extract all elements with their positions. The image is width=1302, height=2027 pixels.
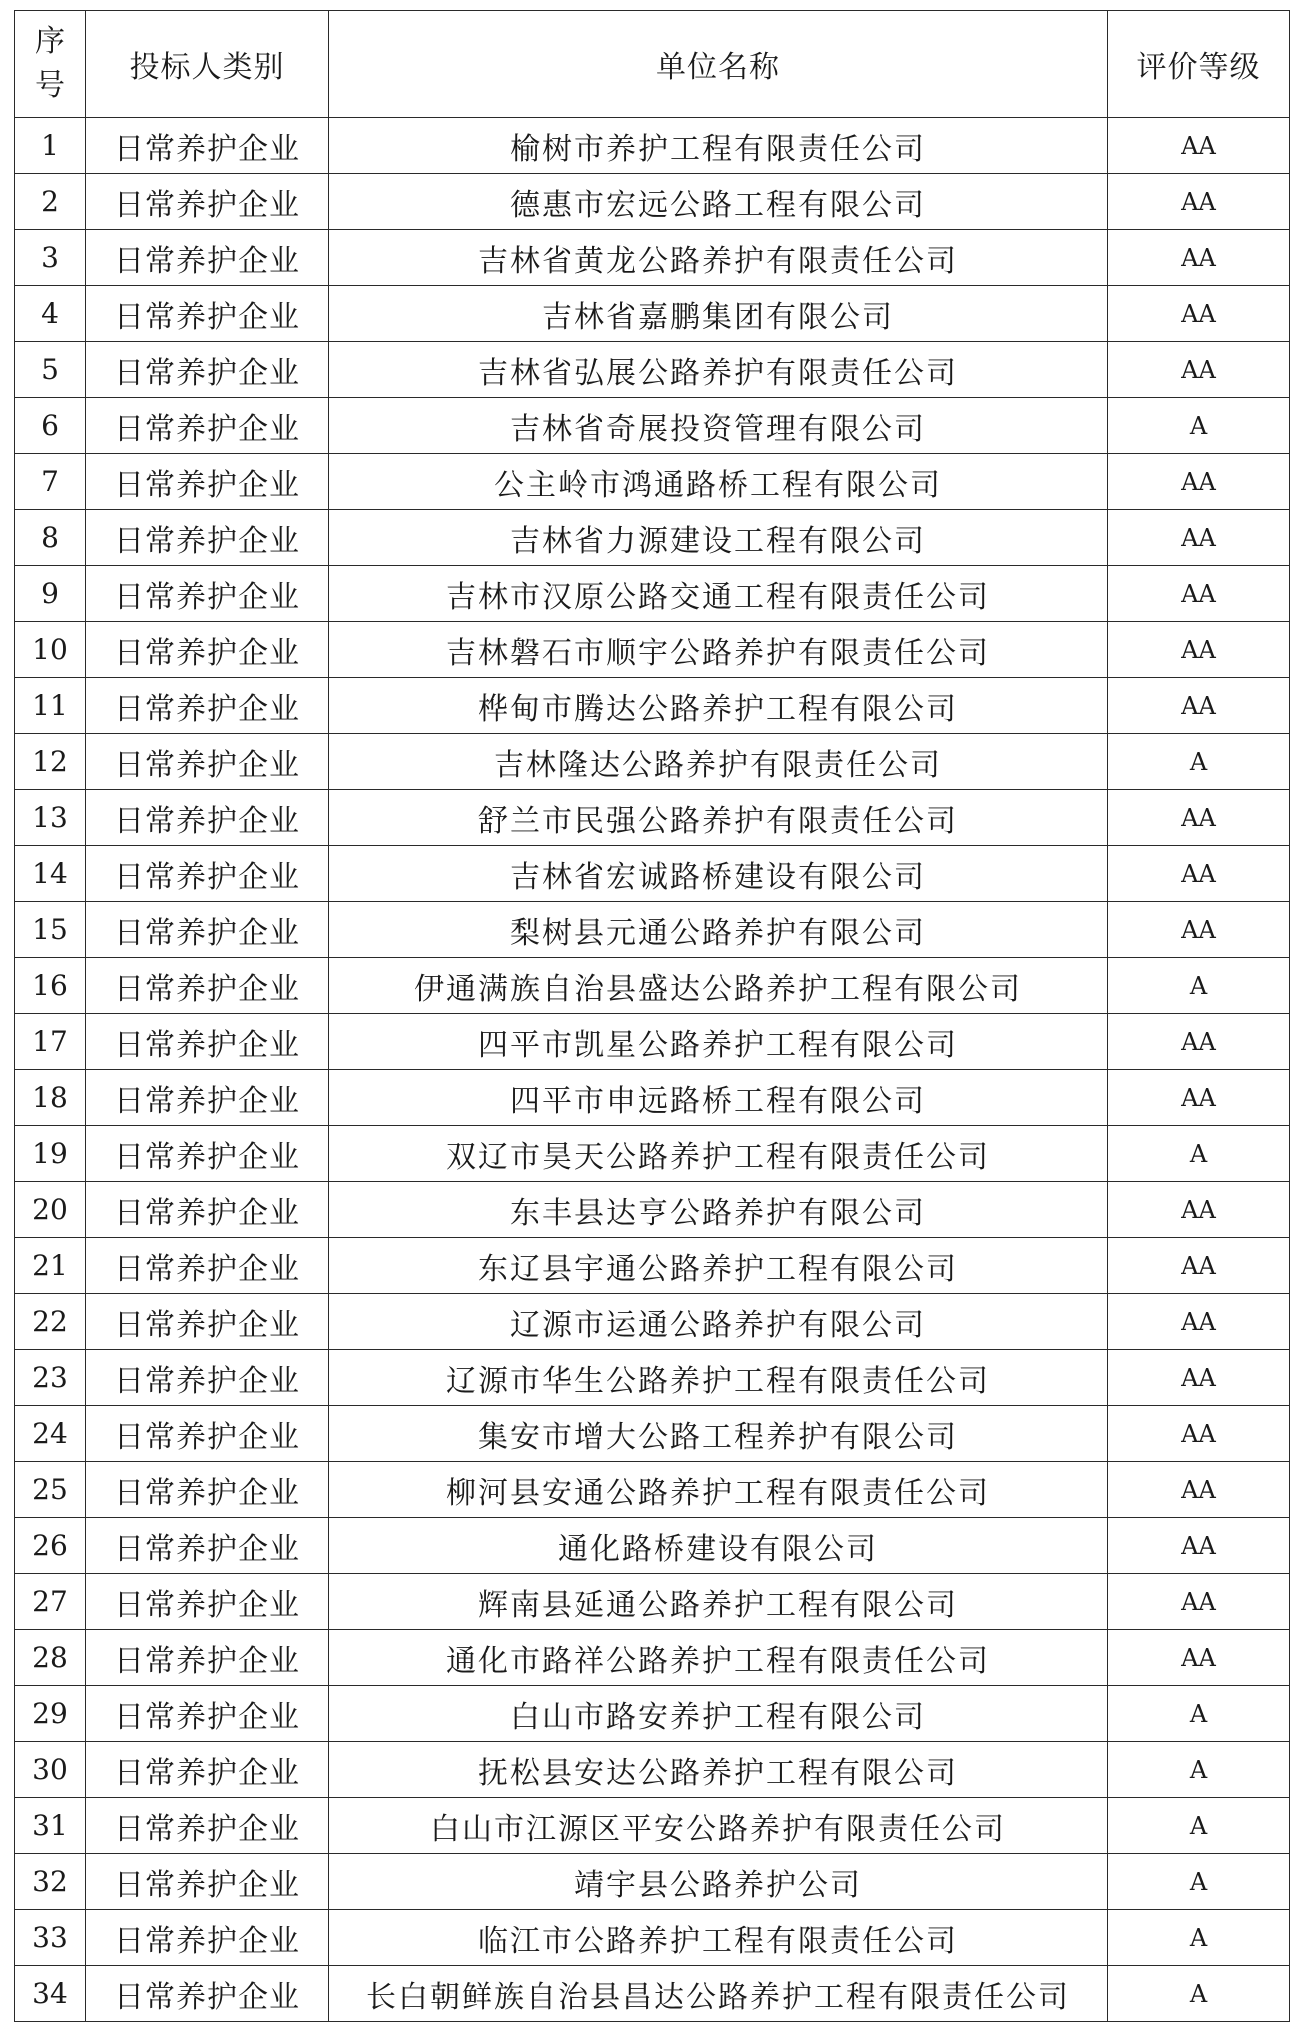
row-unit-name-cell: 榆树市养护工程有限责任公司 [329, 118, 1108, 174]
row-unit-name-cell: 辽源市华生公路养护工程有限责任公司 [329, 1350, 1108, 1406]
table-row [15, 1854, 1290, 1910]
row-category-cell: 日常养护企业 [86, 398, 329, 454]
row-index-cell: 8 [15, 510, 86, 566]
row-index-cell: 16 [15, 958, 86, 1014]
row-index-cell: 10 [15, 622, 86, 678]
row-unit-name-cell: 桦甸市腾达公路养护工程有限公司 [329, 678, 1108, 734]
row-index-cell: 32 [15, 1854, 86, 1910]
table-row [15, 342, 1290, 398]
table-row [15, 1126, 1290, 1182]
row-unit-name-cell: 公主岭市鸿通路桥工程有限公司 [329, 454, 1108, 510]
header-index-label: 序号 [35, 24, 65, 103]
row-category-cell: 日常养护企业 [86, 1350, 329, 1406]
row-grade-cell: AA [1108, 566, 1290, 622]
table-row [15, 902, 1290, 958]
row-category-cell: 日常养护企业 [86, 1574, 329, 1630]
row-index-cell: 19 [15, 1126, 86, 1182]
row-unit-name-cell: 吉林省力源建设工程有限公司 [329, 510, 1108, 566]
row-grade-cell: AA [1108, 1630, 1290, 1686]
row-grade-cell: A [1108, 1686, 1290, 1742]
row-index-cell: 14 [15, 846, 86, 902]
table-row [15, 566, 1290, 622]
row-unit-name-cell: 东辽县宇通公路养护工程有限公司 [329, 1238, 1108, 1294]
row-unit-name-cell: 吉林省宏诚路桥建设有限公司 [329, 846, 1108, 902]
row-category-cell: 日常养护企业 [86, 1126, 329, 1182]
row-category-cell: 日常养护企业 [86, 1910, 329, 1966]
row-index-cell: 33 [15, 1910, 86, 1966]
row-category-cell: 日常养护企业 [86, 510, 329, 566]
row-category-cell: 日常养护企业 [86, 622, 329, 678]
row-category-cell: 日常养护企业 [86, 958, 329, 1014]
row-grade-cell: A [1108, 1798, 1290, 1854]
table-row [15, 1630, 1290, 1686]
table-row [15, 174, 1290, 230]
row-category-cell: 日常养护企业 [86, 1966, 329, 2022]
row-grade-cell: AA [1108, 510, 1290, 566]
row-category-cell: 日常养护企业 [86, 1238, 329, 1294]
row-index-cell: 28 [15, 1630, 86, 1686]
table-row [15, 1350, 1290, 1406]
row-index-cell: 5 [15, 342, 86, 398]
row-category-cell: 日常养护企业 [86, 1742, 329, 1798]
row-index-cell: 2 [15, 174, 86, 230]
row-grade-cell: AA [1108, 1350, 1290, 1406]
row-index-cell: 24 [15, 1406, 86, 1462]
header-index [15, 11, 86, 118]
row-unit-name-cell: 吉林隆达公路养护有限责任公司 [329, 734, 1108, 790]
row-index-cell: 12 [15, 734, 86, 790]
row-index-cell: 13 [15, 790, 86, 846]
row-category-cell: 日常养护企业 [86, 1630, 329, 1686]
row-unit-name-cell: 辽源市运通公路养护有限公司 [329, 1294, 1108, 1350]
row-unit-name-cell: 四平市申远路桥工程有限公司 [329, 1070, 1108, 1126]
row-grade-cell: AA [1108, 118, 1290, 174]
row-unit-name-cell: 吉林省黄龙公路养护有限责任公司 [329, 230, 1108, 286]
row-grade-cell: AA [1108, 622, 1290, 678]
row-index-cell: 29 [15, 1686, 86, 1742]
row-grade-cell: AA [1108, 286, 1290, 342]
row-index-cell: 11 [15, 678, 86, 734]
table-row [15, 622, 1290, 678]
row-unit-name-cell: 辉南县延通公路养护工程有限公司 [329, 1574, 1108, 1630]
row-index-cell: 27 [15, 1574, 86, 1630]
header-category-label: 投标人类别 [129, 50, 285, 85]
row-grade-cell: AA [1108, 1574, 1290, 1630]
table-row [15, 398, 1290, 454]
row-unit-name-cell: 吉林市汉原公路交通工程有限责任公司 [329, 566, 1108, 622]
row-category-cell: 日常养护企业 [86, 1462, 329, 1518]
row-unit-name-cell: 抚松县安达公路养护工程有限公司 [329, 1742, 1108, 1798]
row-index-cell: 22 [15, 1294, 86, 1350]
row-grade-cell: AA [1108, 1014, 1290, 1070]
row-grade-cell: A [1108, 1910, 1290, 1966]
row-index-cell: 3 [15, 230, 86, 286]
row-unit-name-cell: 通化路桥建设有限公司 [329, 1518, 1108, 1574]
table-row [15, 790, 1290, 846]
row-grade-cell: AA [1108, 1406, 1290, 1462]
row-grade-cell: AA [1108, 342, 1290, 398]
table-row [15, 1574, 1290, 1630]
row-category-cell: 日常养护企业 [86, 1070, 329, 1126]
table-row [15, 958, 1290, 1014]
table-row [15, 1798, 1290, 1854]
row-unit-name-cell: 双辽市昊天公路养护工程有限责任公司 [329, 1126, 1108, 1182]
row-grade-cell: AA [1108, 902, 1290, 958]
table-row [15, 118, 1290, 174]
row-category-cell: 日常养护企业 [86, 1294, 329, 1350]
header-category [86, 11, 329, 118]
header-grade [1108, 11, 1290, 118]
table-header-row [15, 11, 1290, 118]
row-grade-cell: AA [1108, 846, 1290, 902]
row-category-cell: 日常养护企业 [86, 790, 329, 846]
row-unit-name-cell: 吉林省奇展投资管理有限公司 [329, 398, 1108, 454]
row-index-cell: 17 [15, 1014, 86, 1070]
row-unit-name-cell: 德惠市宏远公路工程有限公司 [329, 174, 1108, 230]
table-body [15, 118, 1290, 2022]
table-row [15, 230, 1290, 286]
table-row [15, 1182, 1290, 1238]
row-grade-cell: A [1108, 958, 1290, 1014]
row-index-cell: 4 [15, 286, 86, 342]
row-grade-cell: AA [1108, 230, 1290, 286]
table-row [15, 1462, 1290, 1518]
row-unit-name-cell: 临江市公路养护工程有限责任公司 [329, 1910, 1108, 1966]
row-category-cell: 日常养护企业 [86, 454, 329, 510]
table-row [15, 1014, 1290, 1070]
table-row [15, 1238, 1290, 1294]
row-category-cell: 日常养护企业 [86, 846, 329, 902]
table-row [15, 1070, 1290, 1126]
row-category-cell: 日常养护企业 [86, 678, 329, 734]
row-unit-name-cell: 东丰县达亨公路养护有限公司 [329, 1182, 1108, 1238]
table-row [15, 1406, 1290, 1462]
table-row [15, 1686, 1290, 1742]
row-category-cell: 日常养护企业 [86, 1406, 329, 1462]
row-unit-name-cell: 白山市江源区平安公路养护有限责任公司 [329, 1798, 1108, 1854]
row-grade-cell: AA [1108, 1294, 1290, 1350]
table-row [15, 1966, 1290, 2022]
row-unit-name-cell: 吉林磐石市顺宇公路养护有限责任公司 [329, 622, 1108, 678]
row-category-cell: 日常养护企业 [86, 1686, 329, 1742]
row-grade-cell: A [1108, 1126, 1290, 1182]
row-category-cell: 日常养护企业 [86, 1798, 329, 1854]
table-row [15, 510, 1290, 566]
row-unit-name-cell: 靖宇县公路养护公司 [329, 1854, 1108, 1910]
row-grade-cell: AA [1108, 454, 1290, 510]
row-category-cell: 日常养护企业 [86, 1182, 329, 1238]
row-index-cell: 25 [15, 1462, 86, 1518]
table-row [15, 454, 1290, 510]
row-grade-cell: AA [1108, 1070, 1290, 1126]
row-category-cell: 日常养护企业 [86, 230, 329, 286]
row-unit-name-cell: 吉林省嘉鹏集团有限公司 [329, 286, 1108, 342]
row-grade-cell: AA [1108, 1462, 1290, 1518]
row-grade-cell: AA [1108, 1518, 1290, 1574]
row-category-cell: 日常养护企业 [86, 902, 329, 958]
table-row [15, 734, 1290, 790]
table-row [15, 1294, 1290, 1350]
row-category-cell: 日常养护企业 [86, 1014, 329, 1070]
row-index-cell: 6 [15, 398, 86, 454]
row-grade-cell: A [1108, 398, 1290, 454]
header-unit-name-label: 单位名称 [656, 50, 780, 85]
table-row [15, 1910, 1290, 1966]
row-unit-name-cell: 长白朝鲜族自治县昌达公路养护工程有限责任公司 [329, 1966, 1108, 2022]
row-index-cell: 26 [15, 1518, 86, 1574]
header-unit-name [329, 11, 1108, 118]
row-unit-name-cell: 伊通满族自治县盛达公路养护工程有限公司 [329, 958, 1108, 1014]
row-grade-cell: A [1108, 734, 1290, 790]
row-unit-name-cell: 集安市增大公路工程养护有限公司 [329, 1406, 1108, 1462]
table-row [15, 1742, 1290, 1798]
row-index-cell: 31 [15, 1798, 86, 1854]
row-index-cell: 21 [15, 1238, 86, 1294]
row-index-cell: 15 [15, 902, 86, 958]
row-index-cell: 1 [15, 118, 86, 174]
row-grade-cell: AA [1108, 174, 1290, 230]
row-grade-cell: AA [1108, 678, 1290, 734]
table-row [15, 678, 1290, 734]
row-index-cell: 7 [15, 454, 86, 510]
row-index-cell: 9 [15, 566, 86, 622]
table-row [15, 846, 1290, 902]
row-grade-cell: AA [1108, 1182, 1290, 1238]
row-category-cell: 日常养护企业 [86, 566, 329, 622]
row-category-cell: 日常养护企业 [86, 1854, 329, 1910]
row-unit-name-cell: 四平市凯星公路养护工程有限公司 [329, 1014, 1108, 1070]
table-row [15, 286, 1290, 342]
row-category-cell: 日常养护企业 [86, 118, 329, 174]
row-index-cell: 34 [15, 1966, 86, 2022]
row-unit-name-cell: 柳河县安通公路养护工程有限责任公司 [329, 1462, 1108, 1518]
row-index-cell: 30 [15, 1742, 86, 1798]
row-unit-name-cell: 白山市路安养护工程有限公司 [329, 1686, 1108, 1742]
row-index-cell: 20 [15, 1182, 86, 1238]
header-grade-label: 评价等级 [1136, 50, 1261, 85]
row-category-cell: 日常养护企业 [86, 734, 329, 790]
row-unit-name-cell: 梨树县元通公路养护有限公司 [329, 902, 1108, 958]
row-index-cell: 23 [15, 1350, 86, 1406]
row-category-cell: 日常养护企业 [86, 174, 329, 230]
row-category-cell: 日常养护企业 [86, 1518, 329, 1574]
row-category-cell: 日常养护企业 [86, 342, 329, 398]
row-category-cell: 日常养护企业 [86, 286, 329, 342]
row-grade-cell: AA [1108, 790, 1290, 846]
rating-table [14, 10, 1290, 2022]
row-unit-name-cell: 舒兰市民强公路养护有限责任公司 [329, 790, 1108, 846]
row-unit-name-cell: 通化市路祥公路养护工程有限责任公司 [329, 1630, 1108, 1686]
row-unit-name-cell: 吉林省弘展公路养护有限责任公司 [329, 342, 1108, 398]
table-row [15, 1518, 1290, 1574]
row-index-cell: 18 [15, 1070, 86, 1126]
row-grade-cell: A [1108, 1966, 1290, 2022]
row-grade-cell: A [1108, 1742, 1290, 1798]
row-grade-cell: A [1108, 1854, 1290, 1910]
row-grade-cell: AA [1108, 1238, 1290, 1294]
